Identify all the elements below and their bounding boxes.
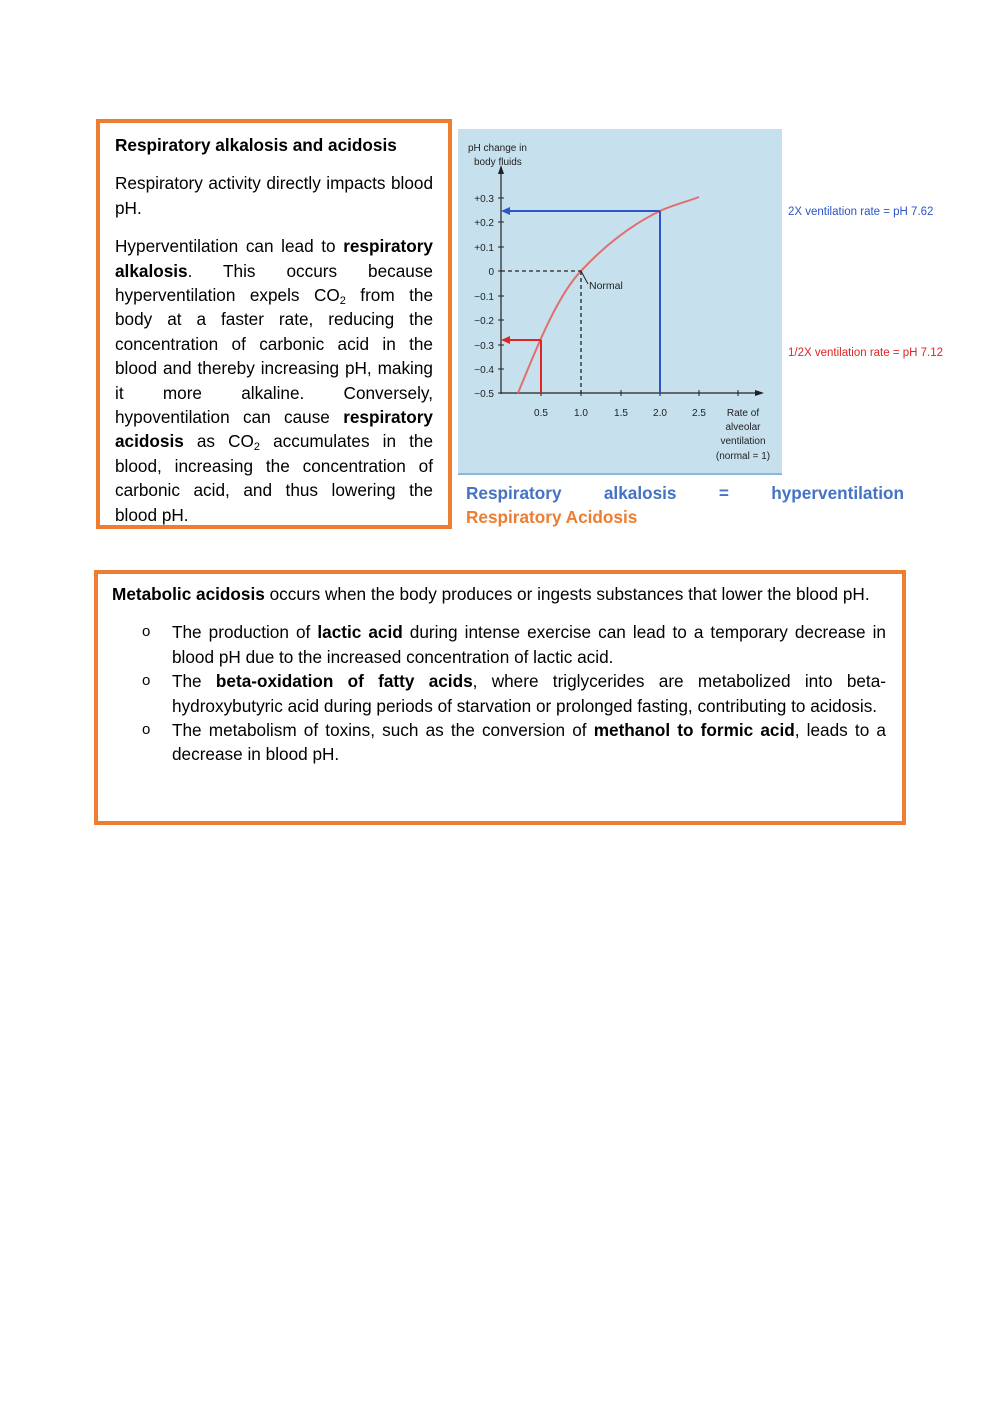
bold-term: methanol to formic acid — [593, 720, 795, 741]
y-tick-label: 0 — [488, 267, 494, 278]
metabolic-acidosis-box — [94, 570, 906, 825]
normal-label: Normal — [589, 280, 623, 292]
y-label-line: pH change in — [468, 143, 527, 154]
x-tick-label: 2.0 — [653, 408, 667, 419]
text-run: The metabolism of toxins, such as the conversion of — [172, 720, 594, 741]
y-label-line: body fluids — [474, 157, 522, 168]
y-tick-label: +0.2 — [474, 218, 494, 229]
bold-term: respiratory alkalosis — [115, 236, 433, 281]
x-label-line: Rate of — [726, 408, 760, 419]
ph-ventilation-graph — [458, 129, 782, 474]
caption-word: hyperventilation — [771, 483, 904, 503]
bold-term: beta-oxidation of fatty acids — [215, 671, 473, 692]
caption-word: Respiratory — [466, 483, 562, 503]
x-tick-label: 1.5 — [614, 408, 628, 419]
y-tick-label: +0.1 — [474, 243, 494, 254]
text-run: accumulates in the blood, increasing the concentration of carbonic acid, and thus lowering the blood pH. — [115, 431, 433, 525]
x-tick-label: 2.5 — [692, 408, 706, 419]
graph-bottom-rule — [458, 473, 782, 475]
x-label-line: alveolar — [725, 422, 761, 433]
bullet-icon: o — [142, 623, 151, 641]
text-run: during intense exercise can lead to a temporary decrease in blood pH due to the increased concentration of lactic acid. — [172, 622, 886, 667]
caption-word: = — [718, 483, 729, 503]
x-axis-arrow — [755, 390, 764, 396]
x-tick-label: 0.5 — [534, 408, 548, 419]
metabolic-causes-list — [112, 620, 886, 766]
y-tick-label: +0.3 — [474, 194, 494, 205]
bullet-icon: o — [142, 721, 151, 739]
hypoventilation-note: 1/2X ventilation rate = pH 7.12 — [788, 347, 944, 359]
intro-paragraph: Respiratory activity directly impacts blood pH. — [115, 173, 433, 218]
bullet-icon: o — [142, 672, 151, 690]
list-item — [112, 669, 886, 718]
text-run: occurs when the body produces or ingests substances that lower the blood pH. — [264, 584, 870, 604]
hyperventilation-note: 2X ventilation rate = pH 7.62 — [788, 206, 934, 218]
text-run: as CO — [183, 431, 254, 452]
metabolic-intro — [112, 582, 886, 606]
bold-term: lactic acid — [317, 622, 403, 643]
respiratory-info-box — [96, 119, 452, 529]
y-tick-label: −0.3 — [474, 341, 494, 352]
text-run: , where triglycerides are metabolized into beta-hydroxybutyric acid during periods of starvation or prolonged fasting, contributing to acidosis. — [172, 671, 886, 716]
caption-line-alkalosis — [466, 481, 904, 505]
subscript: 2 — [253, 441, 261, 454]
list-item — [112, 620, 886, 669]
graph-caption — [466, 481, 904, 530]
red-arrowhead — [501, 336, 510, 344]
graph-svg — [458, 129, 782, 474]
blue-arrowhead — [501, 207, 510, 215]
bold-term: respiratory acidosis — [115, 407, 433, 452]
ph-curve — [518, 197, 699, 393]
y-tick-labels — [474, 194, 494, 400]
box-heading: Respiratory alkalosis and acidosis — [115, 135, 397, 155]
x-tick-labels — [534, 408, 706, 419]
text-run: Hyperventilation can lead to — [115, 236, 344, 257]
text-run: , leads to a decrease in blood pH. — [172, 720, 886, 765]
y-tick-label: −0.1 — [474, 292, 494, 303]
y-tick-label: −0.2 — [474, 316, 494, 327]
text-run: The production of — [172, 622, 318, 643]
explanation-paragraph — [115, 234, 433, 527]
text-run: The — [172, 671, 216, 692]
x-tick-label: 1.0 — [574, 408, 588, 419]
normal-pointer — [581, 271, 588, 284]
x-label-line: ventilation — [720, 436, 766, 447]
list-item — [112, 718, 886, 767]
subscript: 2 — [339, 295, 346, 308]
caption-word: alkalosis — [603, 483, 677, 503]
y-tick-label: −0.4 — [474, 365, 494, 376]
x-axis-label — [716, 408, 770, 462]
text-run: from the body at a faster rate, reducing the concentration of carbonic acid in the blood and thereby increasing pH, making it more alkaline. Conversely, hypoventilation can cause — [115, 285, 433, 428]
bold-term: Metabolic acidosis — [112, 584, 265, 604]
y-tick-label: −0.5 — [474, 389, 494, 400]
caption-line-acidosis: Respiratory Acidosis — [466, 507, 638, 528]
x-label-line: (normal = 1) — [715, 451, 771, 462]
y-axis-label — [468, 143, 527, 168]
text-run: . This occurs because hyperventilation expels CO — [115, 260, 433, 306]
